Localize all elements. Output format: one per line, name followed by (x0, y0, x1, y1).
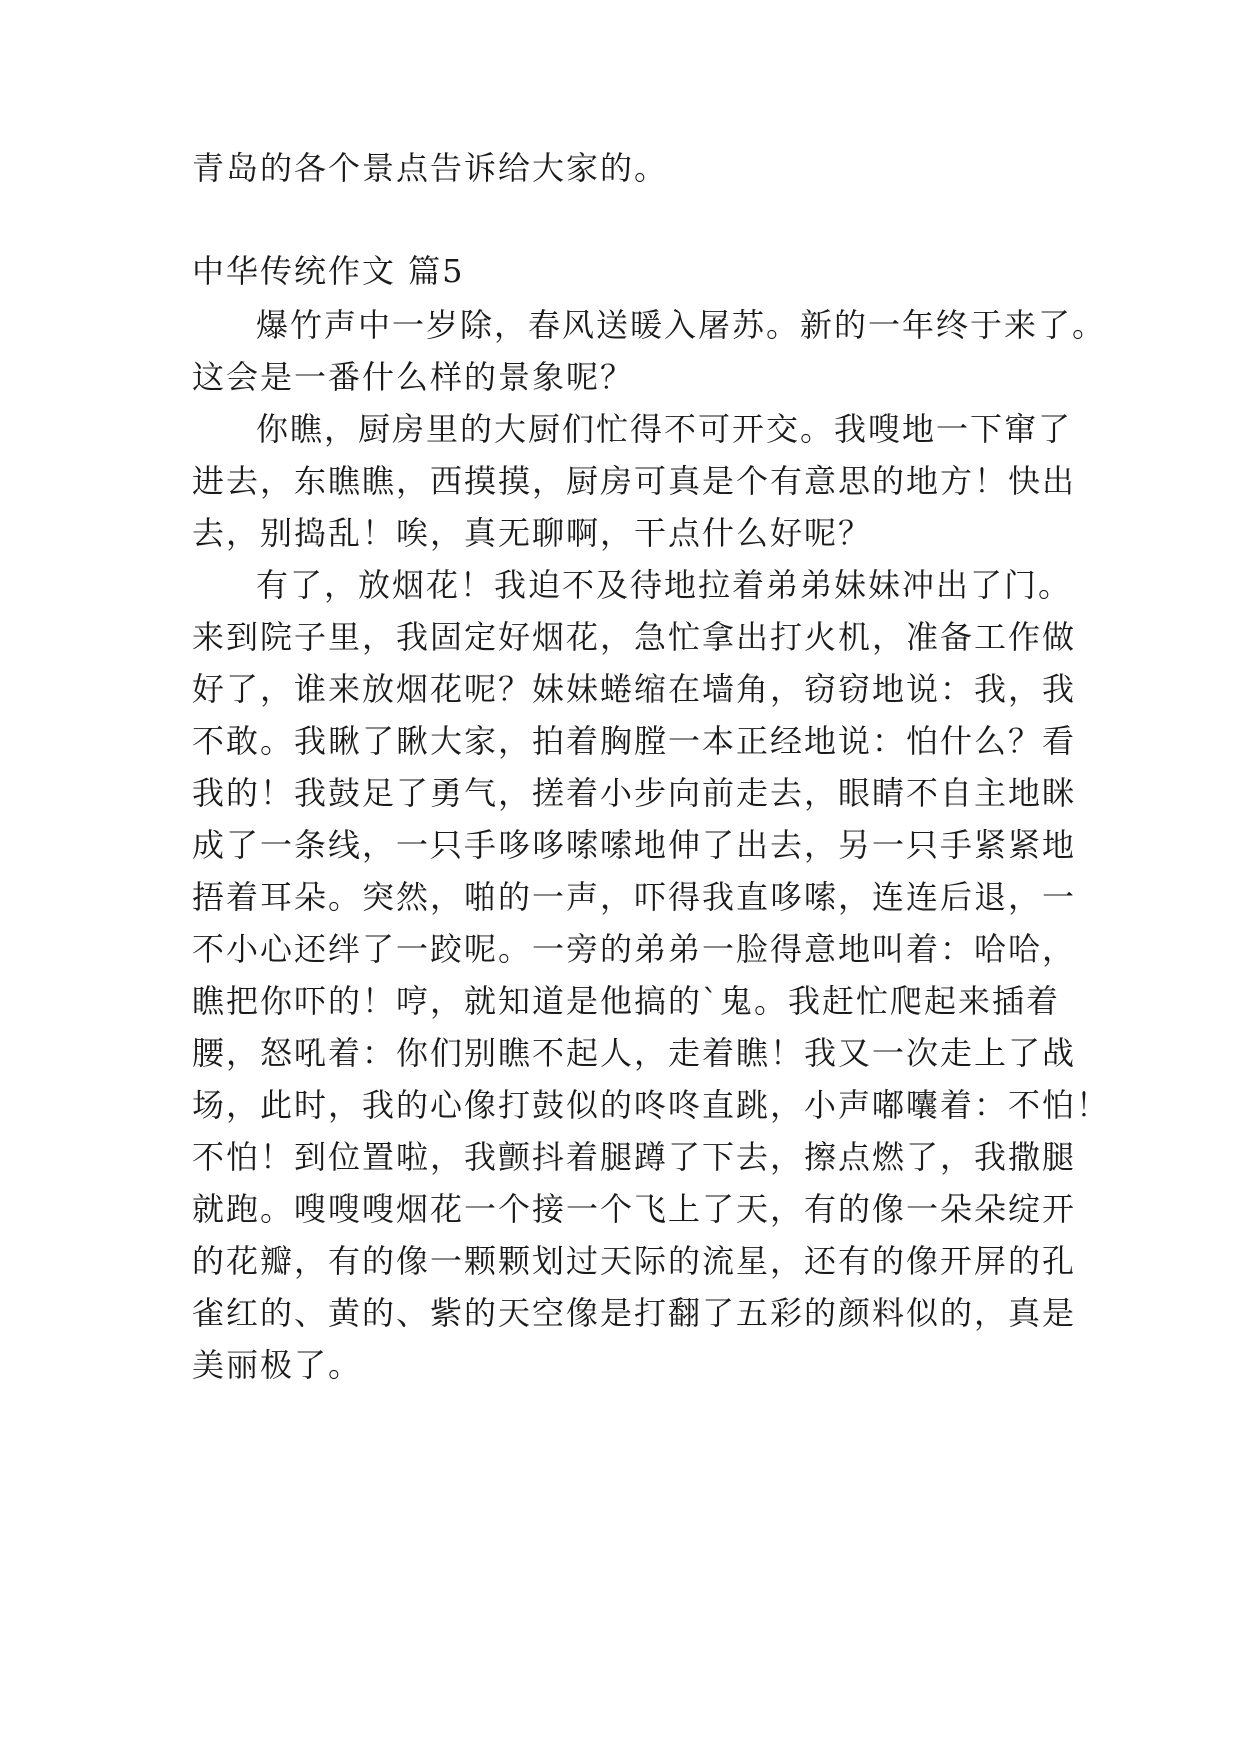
paragraph-line: 就跑。嗖嗖嗖烟花一个接一个飞上了天，有的像一朵朵绽开 (192, 1190, 1077, 1228)
paragraph-line: 的花瓣，有的像一颗颗划过天际的流星，还有的像开屏的孔 (192, 1242, 1077, 1280)
carryover-line: 青岛的各个景点告诉给大家的。 (192, 149, 669, 187)
paragraph-line: 瞧把你吓的！哼，就知道是他搞的`鬼。我赶忙爬起来插着 (192, 982, 1061, 1020)
paragraph-line: 成了一条线，一只手哆哆嗦嗦地伸了出去，另一只手紧紧地 (192, 826, 1077, 864)
paragraph-line: 爆竹声中一岁除，春风送暖入屠苏。新的一年终于来了。 (256, 306, 1107, 344)
paragraph-line: 这会是一番什么样的景象呢？ (192, 358, 635, 396)
paragraph-line: 捂着耳朵。突然，啪的一声，吓得我直哆嗦，连连后退，一 (192, 878, 1077, 916)
paragraph-line: 你瞧，厨房里的大厨们忙得不可开交。我嗖地一下窜了 (256, 410, 1073, 448)
paragraph-line: 场，此时，我的心像打鼓似的咚咚直跳，小声嘟囔着：不怕！ (192, 1086, 1111, 1124)
paragraph-line: 不小心还绊了一跤呢。一旁的弟弟一脸得意地叫着：哈哈， (192, 930, 1077, 968)
paragraph-line: 去，别捣乱！唉，真无聊啊，干点什么好呢？ (192, 514, 873, 552)
paragraph-line: 不怕！到位置啦，我颤抖着腿蹲了下去，擦点燃了，我撒腿 (192, 1138, 1077, 1176)
paragraph-line: 雀红的、黄的、紫的天空像是打翻了五彩的颜料似的，真是 (192, 1294, 1077, 1332)
paragraph-line: 进去，东瞧瞧，西摸摸，厨房可真是个有意思的地方！快出 (192, 462, 1077, 500)
paragraph-line: 不敢。我瞅了瞅大家，拍着胸膛一本正经地说：怕什么？看 (192, 722, 1077, 760)
paragraph-line: 有了，放烟花！我迫不及待地拉着弟弟妹妹冲出了门。 (256, 566, 1073, 604)
paragraph-line: 来到院子里，我固定好烟花，急忙拿出打火机，准备工作做 (192, 618, 1077, 656)
section-heading: 中华传统作文 篇5 (192, 252, 465, 290)
paragraph-line: 我的！我鼓足了勇气，搓着小步向前走去，眼睛不自主地眯 (192, 774, 1077, 812)
paragraph-line: 好了，谁来放烟花呢？妹妹蜷缩在墙角，窃窃地说：我，我 (192, 670, 1077, 708)
paragraph-line: 美丽极了。 (192, 1346, 363, 1384)
paragraph-line: 腰，怒吼着：你们别瞧不起人，走着瞧！我又一次走上了战 (192, 1034, 1077, 1072)
